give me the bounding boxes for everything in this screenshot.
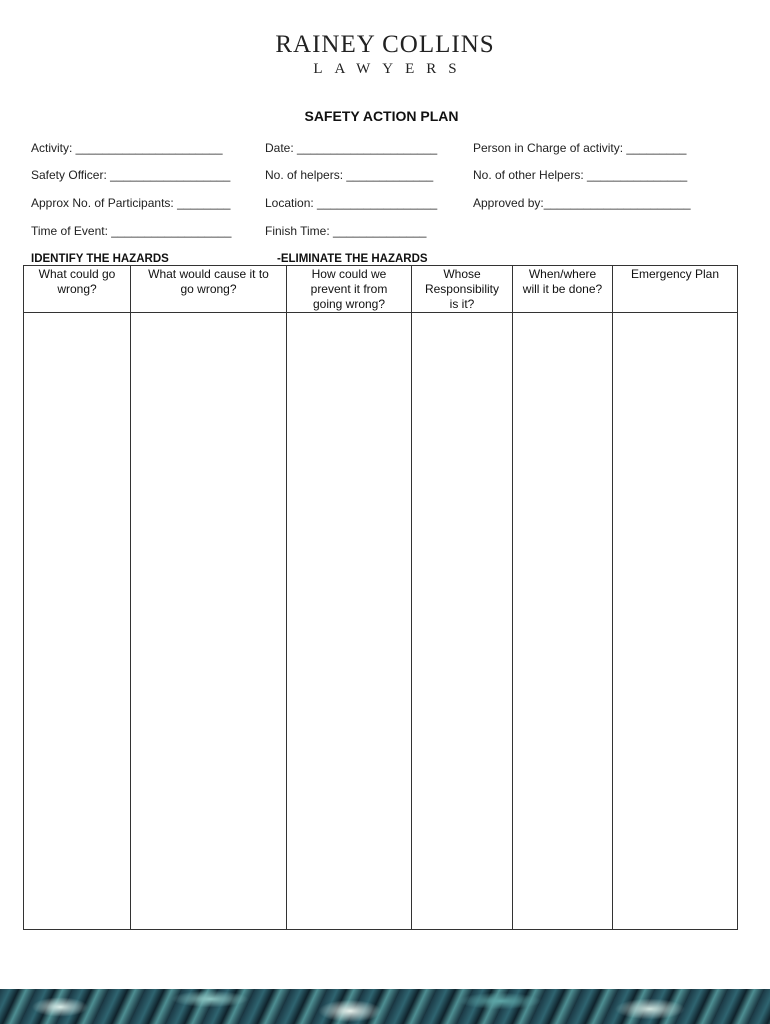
logo-subtitle: LAWYERS bbox=[313, 61, 469, 77]
logo-firm-name: RAINEY COLLINS bbox=[275, 31, 495, 58]
column-header-prevention: How could we prevent it from going wrong? bbox=[287, 266, 412, 313]
table-row bbox=[24, 313, 738, 930]
column-header-cause: What would cause it to go wrong? bbox=[131, 266, 287, 313]
location-field[interactable]: Location: __________________ bbox=[265, 196, 438, 210]
person-in-charge-field[interactable]: Person in Charge of activity: _________ bbox=[473, 141, 687, 155]
approved-by-field[interactable]: Approved by:______________________ bbox=[473, 196, 691, 210]
document-title: SAFETY ACTION PLAN bbox=[304, 108, 459, 124]
eliminate-hazards-heading: -ELIMINATE THE HAZARDS bbox=[277, 253, 428, 265]
time-of-event-field[interactable]: Time of Event: __________________ bbox=[31, 224, 232, 238]
finish-time-field[interactable]: Finish Time: ______________ bbox=[265, 224, 427, 238]
cell-when-where[interactable] bbox=[513, 313, 613, 930]
participants-field[interactable]: Approx No. of Participants: ________ bbox=[31, 196, 231, 210]
column-header-what-could-go-wrong: What could go wrong? bbox=[24, 266, 131, 313]
date-field[interactable]: Date: _____________________ bbox=[265, 141, 438, 155]
helpers-field[interactable]: No. of helpers: _____________ bbox=[265, 168, 434, 182]
cell-emergency-plan[interactable] bbox=[613, 313, 738, 930]
decorative-paua-shell-band bbox=[0, 989, 770, 1024]
identify-hazards-heading: IDENTIFY THE HAZARDS bbox=[31, 253, 169, 265]
safety-officer-field[interactable]: Safety Officer: __________________ bbox=[31, 168, 231, 182]
activity-field[interactable]: Activity: ______________________ bbox=[31, 141, 223, 155]
cell-responsibility[interactable] bbox=[412, 313, 513, 930]
cell-prevention[interactable] bbox=[287, 313, 412, 930]
cell-cause[interactable] bbox=[131, 313, 287, 930]
other-helpers-field[interactable]: No. of other Helpers: _______________ bbox=[473, 168, 688, 182]
cell-what-could-go-wrong[interactable] bbox=[24, 313, 131, 930]
hazard-table bbox=[23, 265, 738, 930]
firm-logo bbox=[0, 30, 770, 78]
column-header-emergency-plan: Emergency Plan bbox=[613, 266, 738, 313]
column-header-responsibility: Whose Responsibility is it? bbox=[412, 266, 513, 313]
column-header-when-where: When/where will it be done? bbox=[513, 266, 613, 313]
table-header-row bbox=[24, 266, 738, 313]
